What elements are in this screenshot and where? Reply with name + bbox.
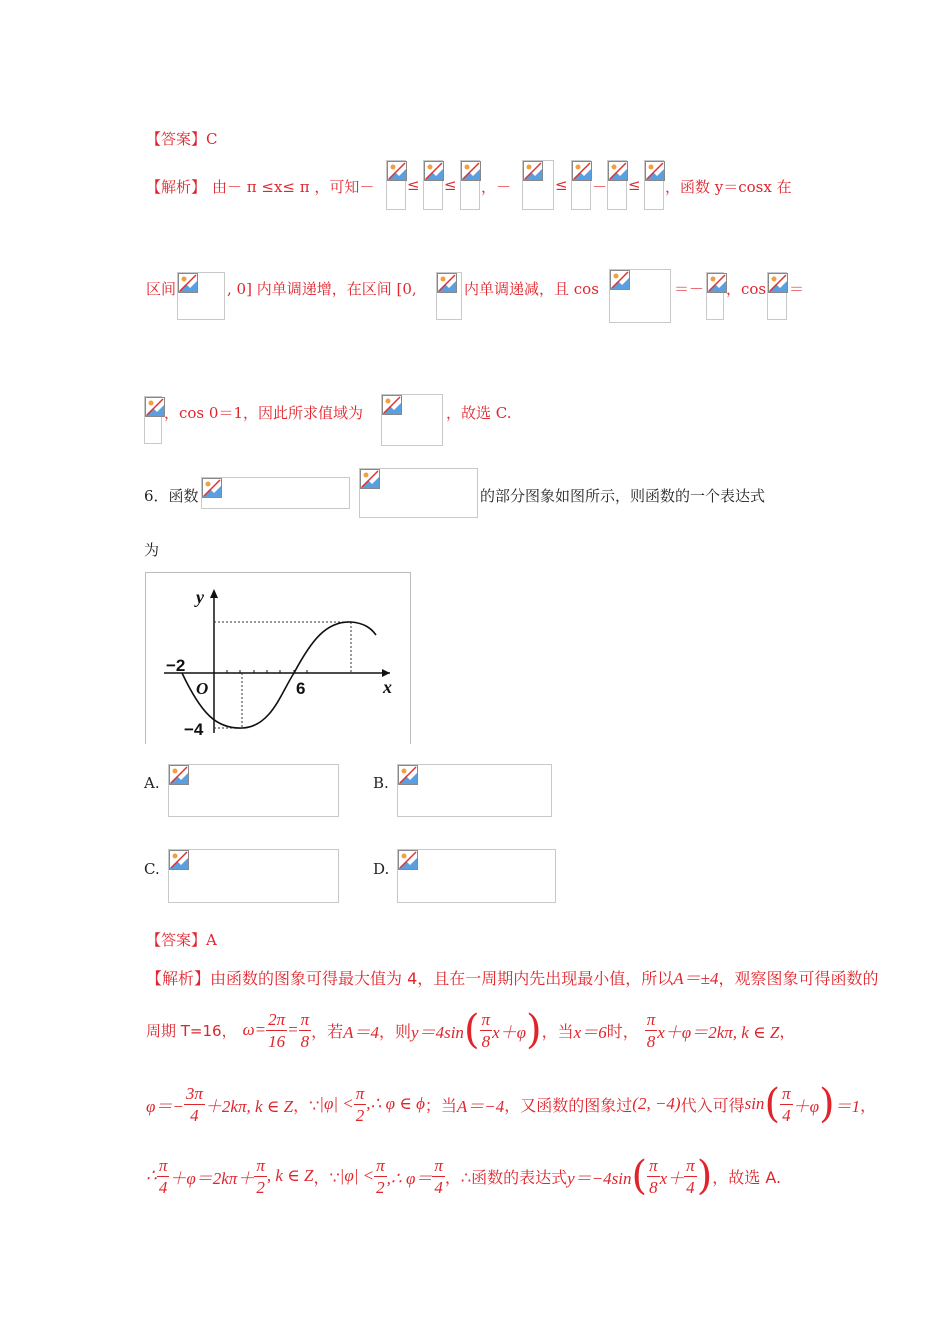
- answer-value: A: [206, 931, 217, 949]
- math-omega: ω=: [242, 1020, 267, 1039]
- tick-label-neg4: −4: [184, 720, 204, 739]
- q5-line2-e: ，cos: [726, 280, 767, 298]
- broken-image-icon: [437, 273, 457, 293]
- analysis-text: ，观察图象可得函数的: [718, 969, 879, 988]
- q6-stem-a: 6．函数: [144, 487, 199, 505]
- analysis-text: ；当: [424, 1095, 457, 1115]
- formula-image-placeholder: [522, 160, 554, 210]
- analysis-text: 时，: [606, 1021, 639, 1041]
- option-b-formula-placeholder[interactable]: [397, 764, 552, 817]
- broken-image-icon: [178, 273, 198, 293]
- q6-analysis-line2: [146, 1004, 795, 1056]
- math-text: |φ| <: [319, 1094, 354, 1113]
- q5-line3-a: ，cos 0＝1，因此所求值域为: [164, 404, 363, 422]
- fraction: $\frac{\pi}{8}$: [300, 1009, 310, 1051]
- left-paren: (: [463, 1007, 480, 1053]
- analysis-text: ，又函数的图象过: [504, 1095, 633, 1115]
- broken-image-icon: [461, 161, 481, 181]
- analysis-text: ，则: [379, 1021, 412, 1041]
- origin-label: O: [196, 679, 209, 698]
- formula-image-placeholder: [436, 272, 462, 320]
- broken-image-icon: [360, 469, 380, 489]
- q5-line3-b: ，故选 C.: [446, 404, 512, 422]
- math-eq: =: [287, 1020, 299, 1039]
- q5-analysis-label: 【解析】: [146, 178, 207, 196]
- formula-image-placeholder: [767, 272, 787, 320]
- formula-image-placeholder: [423, 160, 443, 210]
- q5-answer-line: [146, 128, 218, 149]
- right-paren: ): [696, 1153, 713, 1199]
- broken-image-icon: [382, 395, 402, 415]
- option-a-formula-placeholder[interactable]: [168, 764, 339, 817]
- broken-image-icon: [523, 161, 543, 181]
- broken-image-icon: [424, 161, 444, 181]
- answer-label: 【答案】: [146, 931, 207, 949]
- y-axis-arrow-icon: [210, 589, 218, 598]
- analysis-label: 【解析】: [146, 969, 211, 988]
- broken-image-icon: [387, 161, 407, 181]
- math-text: ,∴ φ ∈ ϕ: [366, 1094, 425, 1113]
- tick-label-6: 6: [296, 679, 306, 698]
- tick-label-neg2: −2: [166, 656, 186, 675]
- fraction: $\frac{\pi}{4}$: [686, 1155, 695, 1197]
- left-paren: (: [631, 1153, 648, 1199]
- q6-analysis-line4: [146, 1150, 781, 1202]
- left-paren: (: [764, 1081, 781, 1127]
- formula-image-placeholder: [460, 160, 480, 210]
- broken-image-icon: [202, 478, 222, 498]
- math-text: x＋φ＝2kπ, k ∈ Z: [657, 1022, 780, 1042]
- broken-image-icon: [572, 161, 592, 181]
- fraction: $\frac{\pi}{2}$: [256, 1155, 265, 1197]
- formula-image-placeholder: [381, 394, 443, 446]
- x-axis-label: x: [383, 677, 392, 697]
- analysis-text: 代入可得: [680, 1095, 745, 1115]
- q5-line1-text-a: 由－ π ≤x≤ π ，可知－: [212, 178, 375, 196]
- fraction: $\frac{\pi}{4}$: [782, 1083, 791, 1125]
- broken-image-icon: [398, 850, 418, 870]
- option-d-formula-placeholder[interactable]: [397, 849, 556, 903]
- q5-line2-c: 内单调递减，且 cos: [464, 280, 599, 298]
- math-text: φ＝−: [146, 1096, 184, 1116]
- math-text: ＝1: [834, 1096, 861, 1116]
- function-graph-figure: [145, 572, 411, 744]
- formula-image-placeholder: [644, 160, 664, 210]
- broken-image-icon: [610, 270, 630, 290]
- sine-curve: [182, 622, 376, 728]
- q6-stem-b: 的部分图象如图所示，则函数的一个表达式: [480, 487, 766, 505]
- analysis-text: 周期 T=16，: [146, 1021, 237, 1040]
- analysis-text: ，∴函数的表达式: [444, 1167, 568, 1187]
- formula-image-placeholder: [571, 160, 591, 210]
- broken-image-icon: [169, 765, 189, 785]
- analysis-text: 由函数的图象可得最大值为 4，且在一周期内先出现最小值，所以: [210, 969, 674, 988]
- analysis-text: ，若: [311, 1021, 344, 1041]
- q5-line2-f: ＝: [789, 280, 805, 298]
- right-paren: ): [526, 1007, 542, 1053]
- broken-image-icon: [707, 273, 727, 293]
- q5-sep2: ≤: [444, 176, 457, 194]
- q5-line2-b: , 0] 内单调递增，在区间 [0,: [227, 280, 417, 298]
- x-axis-arrow-icon: [382, 669, 390, 677]
- fraction: $\frac{\pi}{4}$: [434, 1155, 443, 1197]
- math-text: ＋φ＝2kπ＋: [169, 1168, 255, 1188]
- analysis-text: ，: [779, 1021, 796, 1041]
- q6-analysis-line1: [146, 964, 879, 989]
- fraction: $\frac{\pi}{2}$: [376, 1155, 385, 1197]
- q5-line2-d: ＝－: [674, 280, 705, 298]
- analysis-text: ，∵: [313, 1167, 340, 1187]
- fraction: $\frac{2\pi}{16}$: [268, 1009, 286, 1051]
- right-paren: ): [818, 1081, 835, 1127]
- analysis-text: ，: [860, 1095, 877, 1115]
- y-axis-label: y: [196, 587, 204, 607]
- broken-image-icon: [608, 161, 628, 181]
- option-d-label: D.: [373, 860, 390, 878]
- analysis-text: ，∵: [293, 1095, 320, 1115]
- q6-stem-c: 为: [144, 541, 160, 559]
- q6-analysis-line3: [146, 1078, 876, 1130]
- formula-image-placeholder: [607, 160, 627, 210]
- q5-comma: ，－: [481, 178, 512, 196]
- fraction: $\frac{\pi}{8}$: [649, 1155, 658, 1197]
- fraction: $\frac{3\pi}{4}$: [185, 1083, 203, 1125]
- formula-image-placeholder: [201, 477, 350, 509]
- broken-image-icon: [145, 397, 165, 417]
- option-a-label: A.: [144, 774, 160, 792]
- q5-sep4: －: [592, 178, 608, 196]
- broken-image-icon: [169, 850, 189, 870]
- formula-image-placeholder: [706, 272, 724, 320]
- q5-sep3: ≤: [555, 176, 568, 194]
- fraction: $\frac{\pi}{4}$: [158, 1155, 168, 1197]
- q5-sep5: ≤: [628, 176, 641, 194]
- answer-label: 【答案】: [146, 130, 207, 148]
- option-c-formula-placeholder[interactable]: [168, 849, 339, 903]
- math-text: ＋φ: [792, 1096, 819, 1116]
- formula-image-placeholder: [177, 272, 225, 320]
- q6-answer-line: [146, 929, 217, 950]
- math-amplitude: A＝±4: [673, 969, 719, 988]
- analysis-text: ，当: [541, 1021, 574, 1041]
- fraction: $\frac{\pi}{8}$: [646, 1009, 656, 1051]
- function-graph: [146, 573, 411, 744]
- q5-line1-end: ，函数 y＝cosx 在: [665, 178, 792, 196]
- option-b-label: B.: [373, 774, 389, 792]
- math-text: A＝−4: [456, 1096, 505, 1116]
- math-text: |φ| <: [339, 1166, 375, 1185]
- math-text: x＝6: [573, 1022, 607, 1042]
- formula-image-placeholder: [386, 160, 406, 210]
- fraction: $\frac{\pi}{8}$: [481, 1009, 491, 1051]
- math-text: (2, −4): [632, 1094, 681, 1113]
- q5-line2-a: 区间: [146, 280, 177, 298]
- option-c-label: C.: [144, 860, 160, 878]
- broken-image-icon: [645, 161, 665, 181]
- math-text: y＝−4sin: [567, 1168, 632, 1188]
- broken-image-icon: [768, 273, 788, 293]
- math-text: ∴: [146, 1166, 157, 1185]
- q5-sep1: ≤: [407, 176, 420, 194]
- formula-image-placeholder: [609, 269, 671, 323]
- math-text: x＋φ: [492, 1022, 527, 1042]
- math-text: A＝4: [343, 1022, 380, 1042]
- analysis-text: ，故选 A.: [712, 1167, 782, 1187]
- formula-image-placeholder: [144, 396, 162, 444]
- math-text: y＝4sin: [411, 1022, 464, 1042]
- answer-value: C: [206, 130, 218, 148]
- broken-image-icon: [398, 765, 418, 785]
- math-text: x＋: [659, 1168, 685, 1188]
- formula-image-placeholder: [359, 468, 478, 518]
- math-text: ,∴ φ＝: [386, 1168, 433, 1188]
- math-text: , k ∈ Z: [266, 1166, 314, 1185]
- math-text: ＋2kπ, k ∈ Z: [204, 1096, 294, 1116]
- math-text: sin: [744, 1094, 765, 1113]
- fraction: $\frac{\pi}{2}$: [355, 1083, 365, 1125]
